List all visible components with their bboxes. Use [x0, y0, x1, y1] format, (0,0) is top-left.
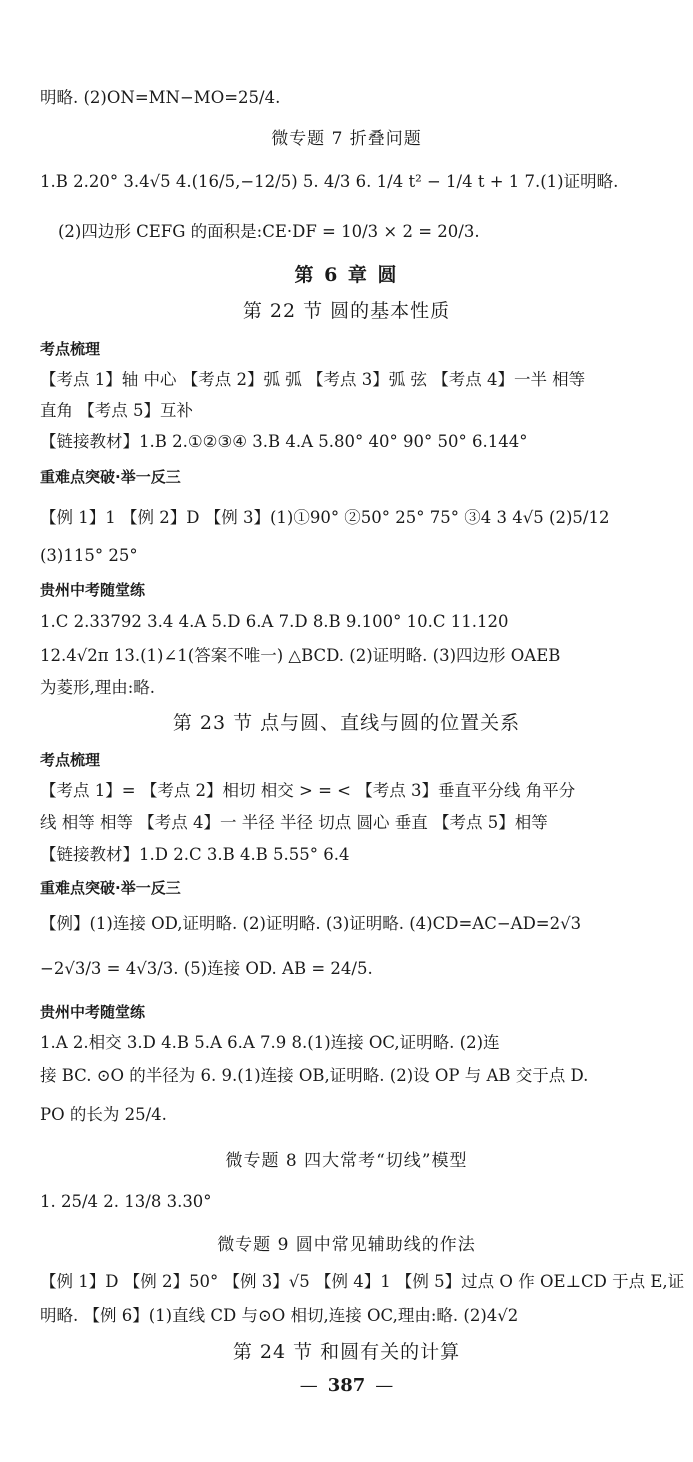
subheading: 考点梳理 [40, 340, 101, 358]
section-heading: 第 24 节 和圆有关的计算 [232, 1341, 461, 1363]
text-line: 12.4√2π 13.(1)∠1(答案不唯一) △BCD. (2)证明略. (3)四边形 OAEB [40, 646, 561, 665]
micro-topic-heading: 微专题 8 四大常考“切线”模型 [225, 1151, 468, 1171]
text-line: 【考点 1】= 【考点 2】相切 相交 > = < 【考点 3】垂直平分线 角平分 [40, 781, 576, 800]
text-line: 为菱形,理由:略. [40, 678, 156, 697]
text-line: PO 的长为 25/4. [40, 1105, 167, 1124]
subheading: 贵州中考随堂练 [40, 1003, 146, 1021]
text-line: 【链接教材】1.B 2.①②③④ 3.B 4.A 5.80° 40° 90° 50° 6.144° [40, 432, 528, 451]
text-line: 直角 【考点 5】互补 [40, 401, 193, 420]
text-line: (2)四边形 CEFG 的面积是:CE·DF = 10/3 × 2 = 20/3. [58, 222, 480, 241]
text-line: 1.B 2.20° 3.4√5 4.(16/5,−12/5) 5. 4/3 6. 1/4 t² − 1/4 t + 1 7.(1)证明略. [40, 172, 619, 191]
text-line: 1. 25/4 2. 13/8 3.30° [40, 1192, 212, 1211]
page-number-dash-right: — [375, 1375, 394, 1396]
subheading: 贵州中考随堂练 [40, 581, 146, 599]
micro-topic-heading: 微专题 7 折叠问题 [271, 129, 422, 149]
chapter-heading: 第 6 章 圆 [294, 264, 399, 286]
text-line: 明略. (2)ON=MN−MO=25/4. [40, 88, 281, 107]
subheading: 重难点突破·举一反三 [40, 468, 181, 486]
text-line: 【例 1】1 【例 2】D 【例 3】(1)①90° ②50° 25° 75° ③4 3 4√5 (2)5/12 [40, 508, 610, 527]
page-number-footer [0, 1374, 693, 1398]
text-line: 【链接教材】1.D 2.C 3.B 4.B 5.55° 6.4 [40, 845, 350, 864]
page-number-dash-left: — [299, 1375, 318, 1396]
page-number: 387 [327, 1375, 366, 1396]
text-line: 【例 1】D 【例 2】50° 【例 3】√5 【例 4】1 【例 5】过点 O 作 OE⊥CD 于点 E,证 [40, 1272, 685, 1291]
subheading: 重难点突破·举一反三 [40, 879, 181, 897]
section-heading: 第 23 节 点与圆、直线与圆的位置关系 [172, 712, 521, 734]
text-line: 【考点 1】轴 中心 【考点 2】弧 弧 【考点 3】弧 弦 【考点 4】一半 相等 [40, 370, 586, 389]
text-line: 【例】(1)连接 OD,证明略. (2)证明略. (3)证明略. (4)CD=AC−AD=2√3 [40, 914, 582, 933]
text-line: 线 相等 相等 【考点 4】一 半径 半径 切点 圆心 垂直 【考点 5】相等 [40, 813, 548, 832]
text-line: (3)115° 25° [40, 546, 138, 565]
text-line: −2√3/3 = 4√3/3. (5)连接 OD. AB = 24/5. [40, 959, 373, 978]
text-line: 1.C 2.33792 3.4 4.A 5.D 6.A 7.D 8.B 9.100° 10.C 11.120 [40, 612, 509, 631]
section-heading: 第 22 节 圆的基本性质 [242, 300, 451, 322]
text-line: 接 BC. ⊙O 的半径为 6. 9.(1)连接 OB,证明略. (2)设 OP 与 AB 交于点 D. [40, 1066, 589, 1085]
subheading: 考点梳理 [40, 751, 101, 769]
text-line: 1.A 2.相交 3.D 4.B 5.A 6.A 7.9 8.(1)连接 OC,证明略. (2)连 [40, 1033, 500, 1052]
text-line: 明略. 【例 6】(1)直线 CD 与⊙O 相切,连接 OC,理由:略. (2)4√2 [40, 1306, 519, 1325]
micro-topic-heading: 微专题 9 圆中常见辅助线的作法 [217, 1235, 476, 1255]
